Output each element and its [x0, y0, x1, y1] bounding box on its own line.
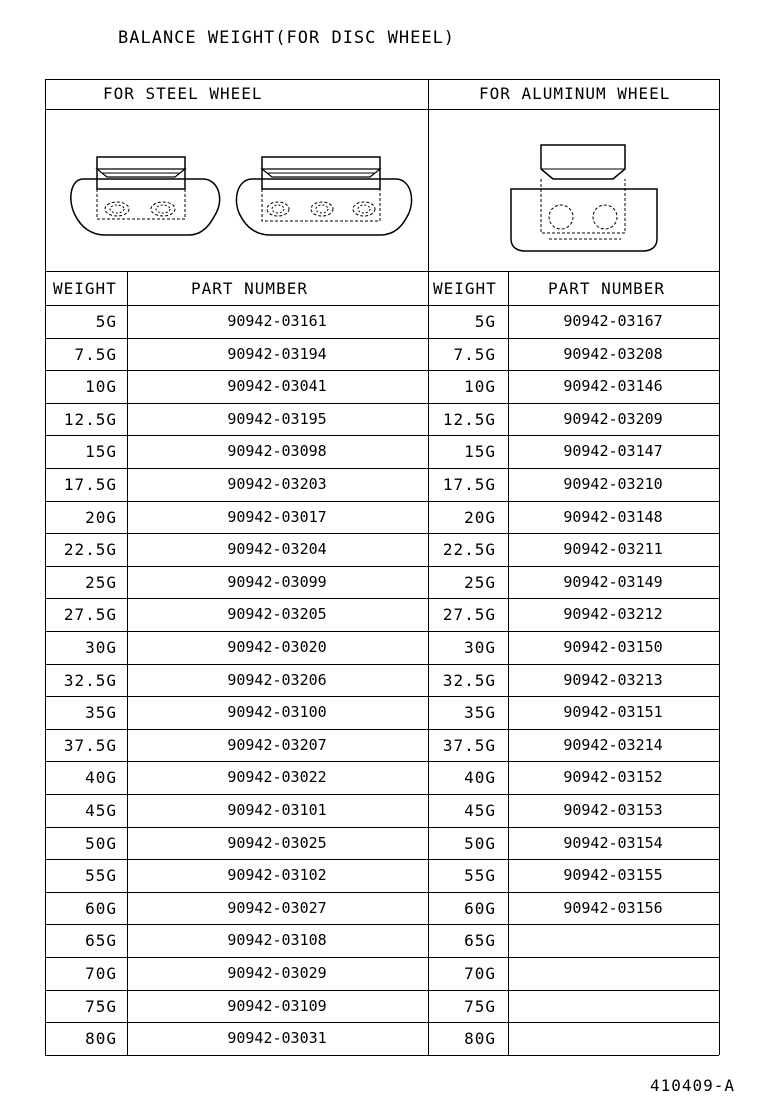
steel-weight-cell: 70G — [85, 964, 117, 983]
steel-part-number-cell: 90942-03101 — [227, 801, 327, 819]
steel-part-number-cell: 90942-03099 — [227, 573, 327, 591]
steel-part-number-cell: 90942-03204 — [227, 540, 327, 558]
steel-part-number-cell: 90942-03109 — [227, 997, 327, 1015]
steel-part-number-cell: 90942-03194 — [227, 345, 327, 363]
table-rule — [45, 79, 719, 80]
table-rule — [45, 370, 719, 371]
steel-weight-small-illustration — [63, 149, 228, 245]
steel-weight-cell: 12.5G — [63, 410, 117, 429]
steel-part-number-cell: 90942-03206 — [227, 671, 327, 689]
aluminum-weight-cell: 20G — [464, 508, 496, 527]
steel-weight-cell: 45G — [85, 801, 117, 820]
table-rule — [45, 631, 719, 632]
aluminum-weight-cell: 12.5G — [442, 410, 496, 429]
steel-wheel-heading: FOR STEEL WHEEL — [103, 84, 263, 103]
aluminum-weight-cell: 17.5G — [442, 475, 496, 494]
table-rule — [45, 598, 719, 599]
steel-part-number-cell: 90942-03022 — [227, 768, 327, 786]
aluminum-weight-cell: 50G — [464, 834, 496, 853]
table-rule — [45, 338, 719, 339]
table-rule — [45, 957, 719, 958]
table-rule — [45, 1055, 719, 1056]
aluminum-weight-cell: 25G — [464, 573, 496, 592]
aluminum-part-number-cell: 90942-03212 — [563, 605, 663, 623]
steel-weight-cell: 17.5G — [63, 475, 117, 494]
steel-weight-cell: 25G — [85, 573, 117, 592]
aluminum-part-number-cell: 90942-03153 — [563, 801, 663, 819]
aluminum-part-number-cell: 90942-03152 — [563, 768, 663, 786]
table-rule — [45, 859, 719, 860]
aluminum-weight-cell: 22.5G — [442, 540, 496, 559]
table-rule — [45, 990, 719, 991]
steel-part-number-cell: 90942-03207 — [227, 736, 327, 754]
table-rule — [45, 827, 719, 828]
table-rule — [45, 271, 719, 272]
steel-part-number-cell: 90942-03041 — [227, 377, 327, 395]
steel-part-number-cell: 90942-03108 — [227, 931, 327, 949]
aluminum-weight-illustration — [505, 139, 665, 257]
steel-weight-column-header: WEIGHT — [53, 279, 117, 298]
aluminum-weight-cell: 5G — [474, 312, 496, 331]
steel-weight-cell: 65G — [85, 931, 117, 950]
aluminum-weight-cell: 35G — [464, 703, 496, 722]
aluminum-weight-cell: 30G — [464, 638, 496, 657]
aluminum-weight-cell: 70G — [464, 964, 496, 983]
steel-weight-cell: 7.5G — [74, 345, 117, 364]
steel-weight-cell: 35G — [85, 703, 117, 722]
aluminum-wheel-heading: FOR ALUMINUM WHEEL — [479, 84, 671, 103]
table-rule — [45, 729, 719, 730]
document-id: 410409-A — [650, 1076, 736, 1095]
table-rule — [45, 794, 719, 795]
steel-weight-cell: 40G — [85, 768, 117, 787]
aluminum-part-number-cell: 90942-03210 — [563, 475, 663, 493]
steel-weight-cell: 15G — [85, 442, 117, 461]
aluminum-part-number-cell: 90942-03167 — [563, 312, 663, 330]
table-rule — [45, 109, 719, 110]
steel-weight-cell: 60G — [85, 899, 117, 918]
aluminum-part-number-cell: 90942-03156 — [563, 899, 663, 917]
steel-part-number-cell: 90942-03195 — [227, 410, 327, 428]
steel-part-number-cell: 90942-03203 — [227, 475, 327, 493]
steel-weight-cell: 37.5G — [63, 736, 117, 755]
aluminum-weight-cell: 32.5G — [442, 671, 496, 690]
aluminum-weight-column-header: WEIGHT — [433, 279, 497, 298]
steel-weight-cell: 10G — [85, 377, 117, 396]
aluminum-weight-cell: 65G — [464, 931, 496, 950]
steel-weight-cell: 32.5G — [63, 671, 117, 690]
aluminum-part-number-cell: 90942-03149 — [563, 573, 663, 591]
steel-part-number-cell: 90942-03100 — [227, 703, 327, 721]
table-rule — [45, 892, 719, 893]
table-rule — [45, 501, 719, 502]
table-border — [719, 79, 720, 1055]
aluminum-weight-cell: 27.5G — [442, 605, 496, 624]
aluminum-weight-cell: 37.5G — [442, 736, 496, 755]
table-rule — [45, 566, 719, 567]
steel-weight-cell: 30G — [85, 638, 117, 657]
steel-weight-cell: 5G — [95, 312, 117, 331]
steel-part-number-cell: 90942-03098 — [227, 442, 327, 460]
aluminum-weight-cell: 55G — [464, 866, 496, 885]
aluminum-weight-cell: 45G — [464, 801, 496, 820]
aluminum-part-number-cell: 90942-03155 — [563, 866, 663, 884]
aluminum-weight-cell: 80G — [464, 1029, 496, 1048]
steel-weight-cell: 20G — [85, 508, 117, 527]
aluminum-part-number-cell: 90942-03151 — [563, 703, 663, 721]
table-rule — [45, 435, 719, 436]
steel-part-number-cell: 90942-03031 — [227, 1029, 327, 1047]
aluminum-part-number-cell: 90942-03209 — [563, 410, 663, 428]
steel-weight-cell: 75G — [85, 997, 117, 1016]
aluminum-weight-cell: 15G — [464, 442, 496, 461]
steel-part-number-cell: 90942-03017 — [227, 508, 327, 526]
steel-part-number-cell: 90942-03029 — [227, 964, 327, 982]
steel-weight-cell: 80G — [85, 1029, 117, 1048]
steel-weight-cell: 55G — [85, 866, 117, 885]
table-rule — [45, 305, 719, 306]
steel-part-number-cell: 90942-03020 — [227, 638, 327, 656]
aluminum-part-number-cell: 90942-03208 — [563, 345, 663, 363]
table-rule — [45, 696, 719, 697]
steel-weight-cell: 27.5G — [63, 605, 117, 624]
aluminum-part-number-column-header: PART NUMBER — [548, 279, 665, 298]
aluminum-weight-cell: 7.5G — [453, 345, 496, 364]
aluminum-part-number-cell: 90942-03148 — [563, 508, 663, 526]
steel-weight-cell: 50G — [85, 834, 117, 853]
steel-part-number-cell: 90942-03205 — [227, 605, 327, 623]
aluminum-weight-cell: 10G — [464, 377, 496, 396]
aluminum-part-number-cell: 90942-03154 — [563, 834, 663, 852]
table-rule — [45, 1022, 719, 1023]
aluminum-part-number-cell: 90942-03214 — [563, 736, 663, 754]
steel-part-number-column-header: PART NUMBER — [191, 279, 308, 298]
aluminum-part-number-cell: 90942-03147 — [563, 442, 663, 460]
document-title: BALANCE WEIGHT(FOR DISC WHEEL) — [118, 28, 456, 48]
aluminum-part-number-cell: 90942-03211 — [563, 540, 663, 558]
table-rule — [45, 924, 719, 925]
steel-part-number-cell: 90942-03102 — [227, 866, 327, 884]
steel-part-number-cell: 90942-03027 — [227, 899, 327, 917]
table-rule — [45, 403, 719, 404]
steel-part-number-cell: 90942-03025 — [227, 834, 327, 852]
table-rule — [45, 664, 719, 665]
aluminum-part-number-cell: 90942-03150 — [563, 638, 663, 656]
table-rule — [45, 761, 719, 762]
balance-weight-table — [45, 79, 719, 1055]
aluminum-weight-cell: 60G — [464, 899, 496, 918]
aluminum-part-number-cell: 90942-03213 — [563, 671, 663, 689]
table-rule — [45, 533, 719, 534]
steel-part-number-cell: 90942-03161 — [227, 312, 327, 330]
steel-weight-large-illustration — [230, 149, 420, 245]
steel-weight-cell: 22.5G — [63, 540, 117, 559]
aluminum-weight-cell: 75G — [464, 997, 496, 1016]
aluminum-weight-cell: 40G — [464, 768, 496, 787]
table-rule — [45, 468, 719, 469]
aluminum-part-number-cell: 90942-03146 — [563, 377, 663, 395]
